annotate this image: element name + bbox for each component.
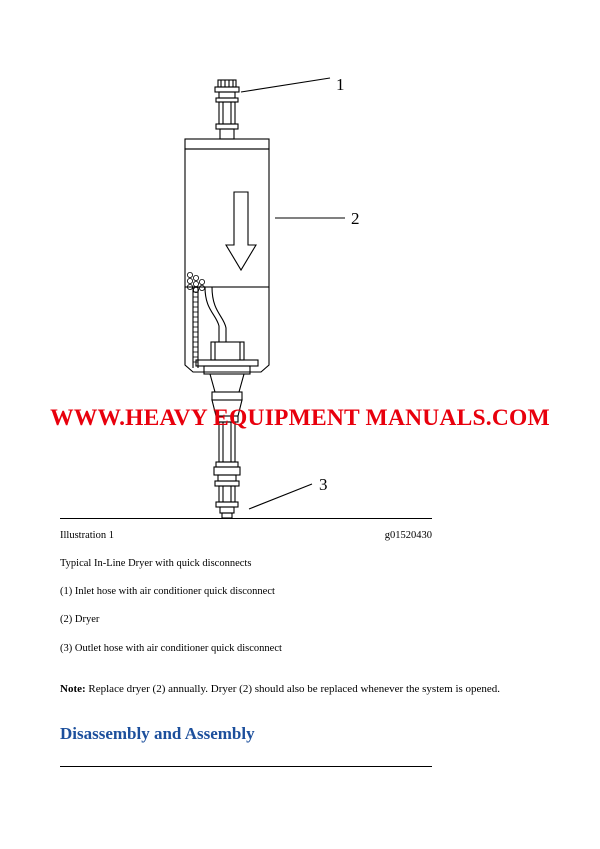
- flow-arrow: [226, 192, 256, 270]
- note-block: [60, 682, 540, 698]
- illustration-caption-row: [60, 530, 432, 541]
- outlet-quick-disconnect: [214, 467, 240, 518]
- callout-number-3: 3: [319, 475, 328, 494]
- page-footer-divider: [60, 766, 432, 767]
- caption-divider-top: [60, 518, 432, 519]
- note-text: Replace dryer (2) annually. Dryer (2) should also be replaced whenever the system is opened.: [85, 682, 501, 695]
- dryer-body: [185, 139, 269, 374]
- callout-number-1: 1: [336, 75, 345, 94]
- illustration-figure: [0, 20, 600, 520]
- note-prefix: Note:: [60, 682, 86, 695]
- illustration-label: Illustration 1: [60, 530, 114, 541]
- caption-text-block: [60, 518, 501, 744]
- section-heading: Disassembly and Assembly: [60, 723, 255, 743]
- illustration-figure-id: g01520430: [384, 530, 432, 541]
- legend-item-1: (1) Inlet hose with air conditioner quick disconnect: [60, 586, 275, 598]
- callout-number-2: 2: [351, 209, 360, 228]
- legend-item-2: (2) Dryer: [60, 614, 100, 626]
- watermark-text: WWW.HEAVY EQUIPMENT MANUALS.COM: [50, 405, 550, 431]
- inlet-quick-disconnect: [215, 80, 239, 139]
- illustration-description: Typical In-Line Dryer with quick disconnects: [60, 558, 252, 569]
- legend-item-3: (3) Outlet hose with air conditioner quick disconnect: [60, 642, 282, 654]
- dryer-diagram: [0, 20, 600, 520]
- callout-leaders: [241, 78, 345, 509]
